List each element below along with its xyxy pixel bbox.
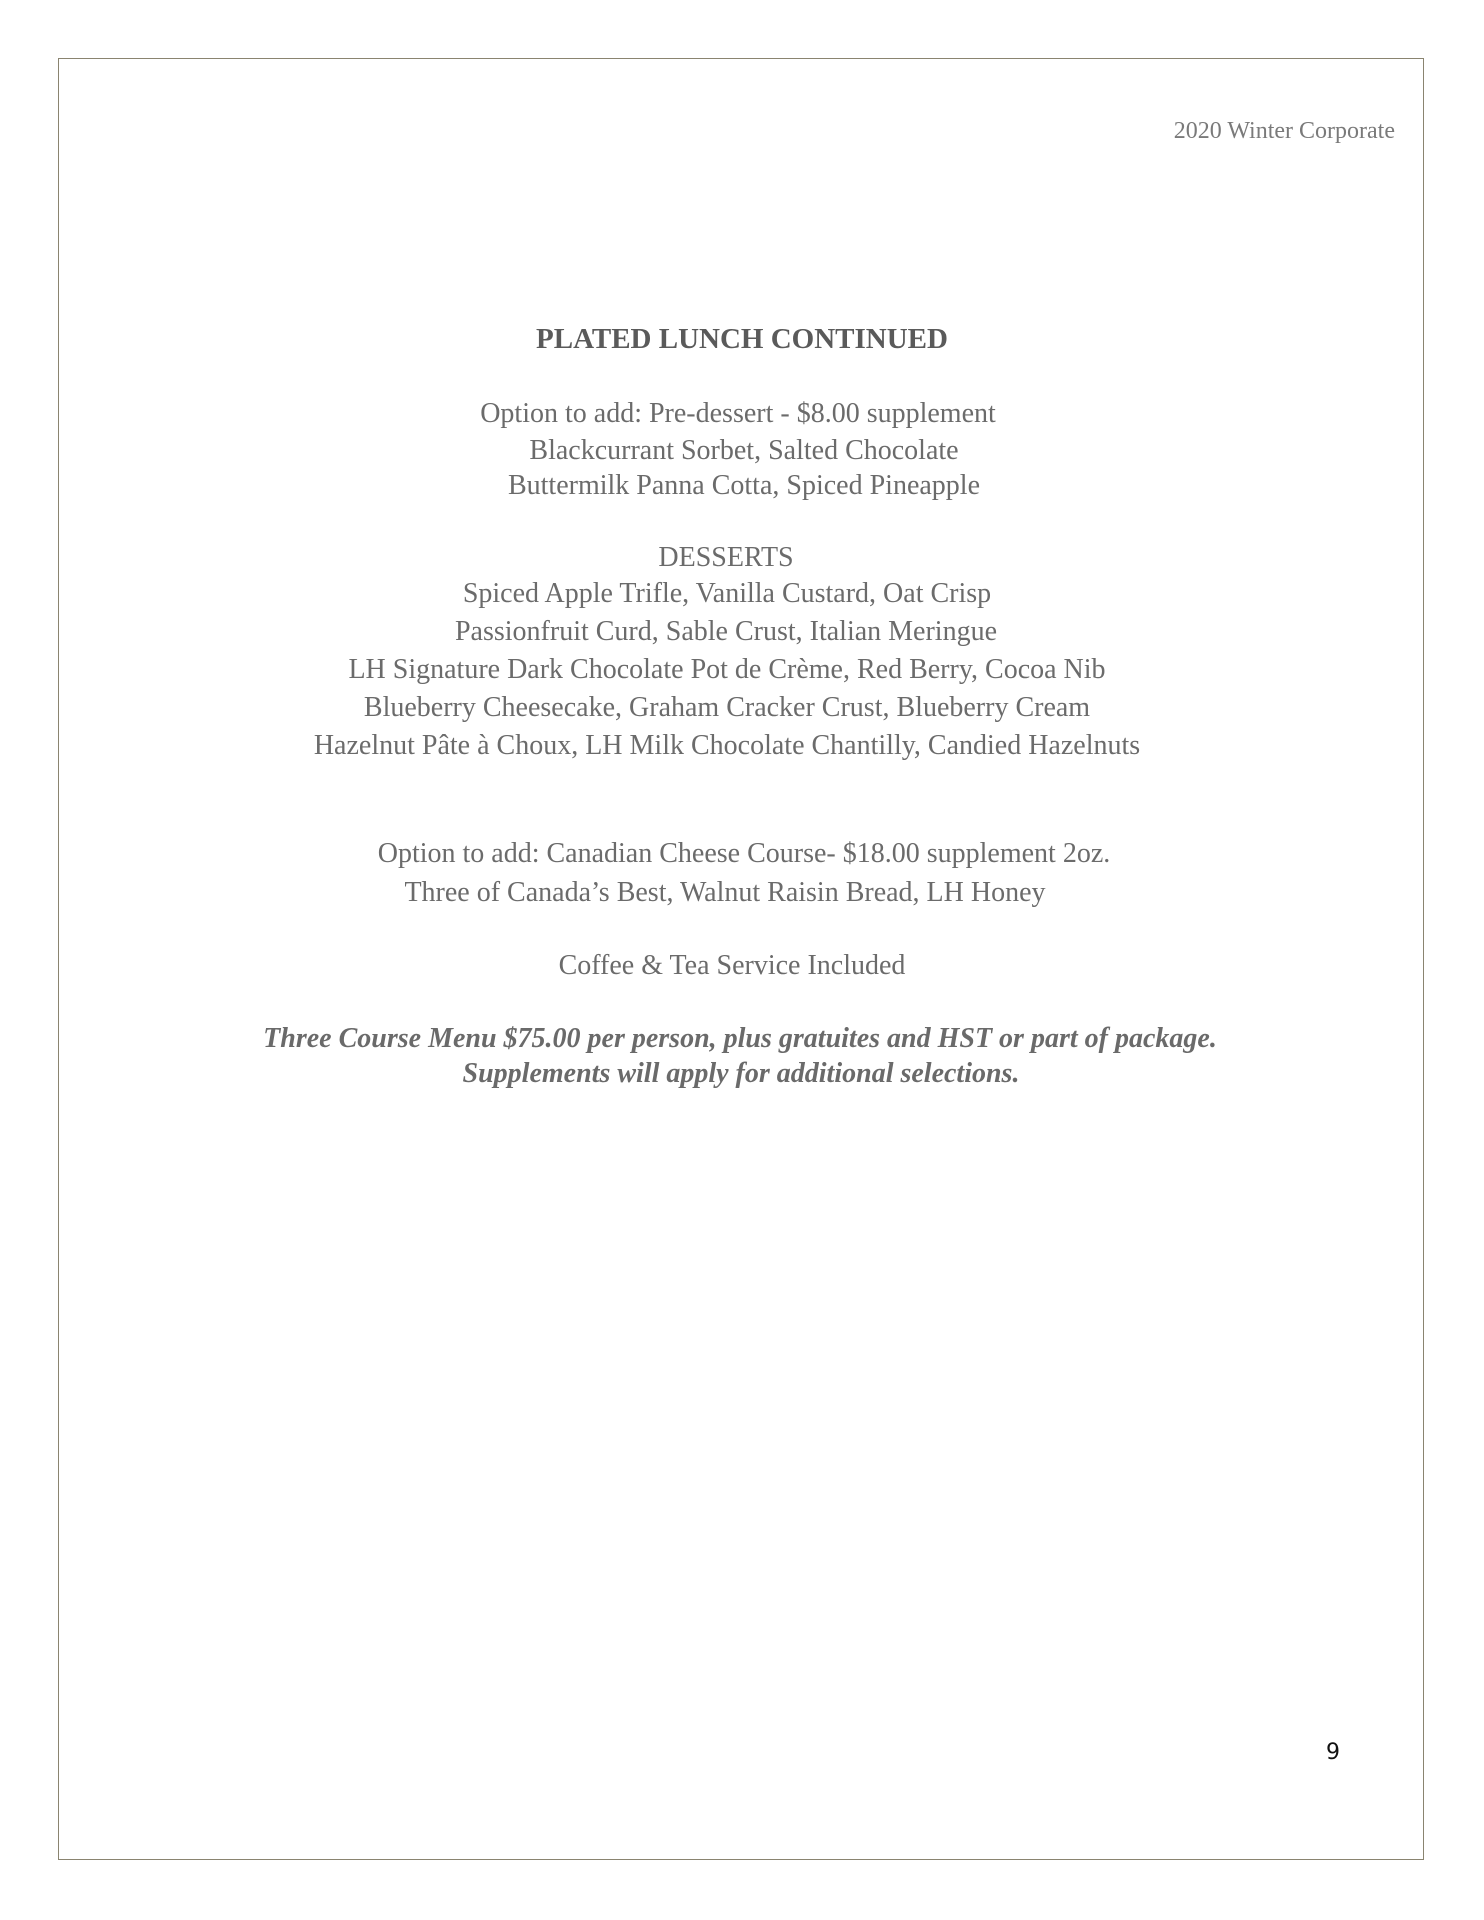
dessert-item: Hazelnut Pâte à Choux, LH Milk Chocolate Chantilly, Candied Hazelnuts	[313, 730, 1141, 761]
dessert-item: Spiced Apple Trifle, Vanilla Custard, Oat Crisp	[462, 578, 992, 609]
desserts-heading: DESSERTS	[658, 542, 794, 573]
dessert-item: LH Signature Dark Chocolate Pot de Crème, Red Berry, Cocoa Nib	[348, 654, 1106, 685]
pre-dessert-item: Buttermilk Panna Cotta, Spiced Pineapple	[507, 470, 981, 501]
dessert-item: Blueberry Cheesecake, Graham Cracker Crust, Blueberry Cream	[363, 692, 1091, 723]
document-header: 2020 Winter Corporate	[1173, 118, 1395, 144]
page-number: 9	[1326, 1740, 1340, 1765]
pre-dessert-option: Option to add: Pre-dessert - $8.00 supplement	[480, 398, 996, 429]
coffee-tea-note: Coffee & Tea Service Included	[558, 950, 906, 981]
pricing-note: Three Course Menu $75.00 per person, plus gratuites and HST or part of package.	[263, 1023, 1217, 1054]
dessert-item: Passionfruit Curd, Sable Crust, Italian Meringue	[454, 616, 998, 647]
supplements-note: Supplements will apply for additional selections.	[462, 1058, 1020, 1089]
cheese-option: Option to add: Canadian Cheese Course- $18.00 supplement 2oz.	[377, 838, 1111, 869]
cheese-item: Three of Canada’s Best, Walnut Raisin Bread, LH Honey	[404, 877, 1046, 908]
page-title: PLATED LUNCH CONTINUED	[536, 323, 948, 355]
pre-dessert-item: Blackcurrant Sorbet, Salted Chocolate	[529, 435, 959, 466]
